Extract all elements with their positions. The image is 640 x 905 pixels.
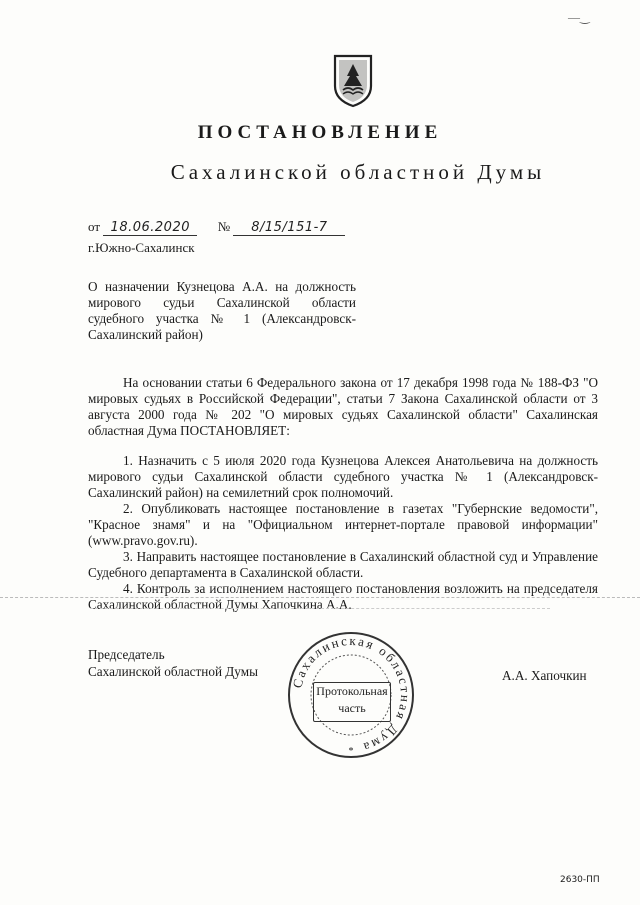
number-value: 8/15/151-7 — [233, 220, 345, 236]
coat-of-arms-icon — [331, 52, 375, 108]
corner-mark: —‿ — [568, 10, 590, 24]
number-prefix: № — [217, 219, 231, 234]
list-item: 1. Назначить с 5 июля 2020 года Кузнецова Алексея Анатольевича на должность мирового судьи Сахалинской области судебного участка № 1 (Александровск-Сахалинский район) на семилетний срок полномочий. — [88, 453, 598, 500]
scan-artifact-line — [90, 608, 550, 609]
date-value: 18.06.2020 — [103, 220, 197, 236]
signatory-name: А.А. Хапочкин — [502, 668, 587, 683]
list-item: 2. Опубликовать настоящее постановление в газетах "Губернские ведомости", "Красное знамя" и на "Официальном интернет-портале правовой информации" (www.pravo.gov.ru). — [88, 501, 598, 548]
stamp-star-icon: * — [348, 746, 354, 757]
signatory-title-line2: Сахалинской областной Думы — [88, 664, 258, 679]
date-number-line — [88, 219, 345, 236]
stamp-center-line1: Протокольная — [316, 684, 388, 698]
document-body — [88, 375, 598, 613]
document-subtitle: Сахалинской областной Думы — [170, 160, 546, 184]
subject-heading: О назначении Кузнецова А.А. на должность мирового судьи Сахалинской области судебного участка № 1 (Александровск-Сахалинский район) — [88, 279, 356, 342]
list-item: 3. Направить настоящее постановление в Сахалинский областной суд и Управление Судебного департамента в Сахалинской области. — [88, 549, 598, 580]
scan-artifact-line — [0, 597, 640, 598]
signatory-title — [88, 646, 258, 680]
document-code: 2630-ПП — [560, 875, 600, 885]
stamp-center-line2: часть — [338, 701, 366, 715]
list-item: 4. Контроль за исполнением настоящего постановления возложить на председателя Сахалинской областной Думы Хапочкина А.А. — [88, 581, 598, 612]
preamble-paragraph: На основании статьи 6 Федерального закона от 17 декабря 1998 года № 188-ФЗ "О мировых судьях в Российской Федерации", статьи 7 Закона Сахалинской области от 3 августа 2000 года № 202 "О мировых судьях Сахалинской области" Сахалинская областная Дума ПОСТАНОВЛЯЕТ: — [88, 375, 598, 438]
date-prefix: от — [88, 219, 101, 234]
document-title: ПОСТАНОВЛЕНИЕ — [197, 122, 443, 143]
stamp-ring-text: Сахалинская областная Дума — [289, 632, 414, 756]
stamp-center-box — [313, 682, 391, 722]
city-line: г.Южно-Сахалинск — [88, 240, 195, 255]
signatory-title-line1: Председатель — [88, 647, 165, 662]
